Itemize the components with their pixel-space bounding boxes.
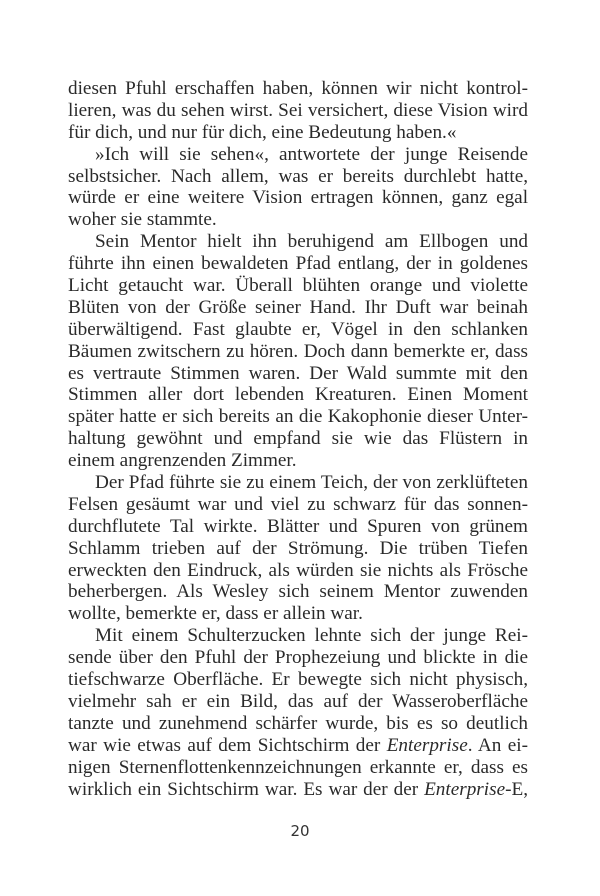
text-line: tanzte und zunehmend schärfer wurde, bis es so deutlich [68, 712, 528, 734]
text-line: führte ihn einen bewaldeten Pfad entlang, der in goldenes [68, 253, 529, 275]
text-segment: . An ei- [467, 734, 528, 756]
italic-title: Enterprise [386, 734, 468, 756]
page-number: 20 [290, 822, 310, 840]
text-line: Stimmen aller dort lebenden Kreaturen. Einen Moment [68, 384, 529, 406]
text-line: Licht getaucht war. Überall blühten orange und violette [68, 275, 528, 297]
text-line [68, 735, 528, 757]
text-line: später hatte er sich bereits an die Kakophonie dieser Unter- [68, 406, 529, 428]
text-line: es vertraute Stimmen waren. Der Wald summte mit den [68, 362, 528, 384]
text-line: Mit einem Schulterzucken lehnte sich der junge Rei- [95, 625, 528, 647]
text-line: woher sie stammte. [68, 209, 217, 231]
text-line: nigen Sternenflottenkennzeichnungen erkannte er, dass es [68, 756, 528, 778]
text-line: vielmehr sah er ein Bild, das auf der Wasseroberfläche [68, 690, 528, 712]
text-line: beherbergen. Als Wesley sich seinem Mentor zuwenden [68, 581, 529, 603]
text-line: sende über den Pfuhl der Prophezeiung und blickte in die [68, 647, 529, 669]
text-line: Sein Mentor hielt ihn beruhigend am Ellbogen und [95, 231, 529, 253]
text-line: diesen Pfuhl erschaffen haben, können wir nicht kontrol- [68, 78, 529, 99]
text-line: wollte, bemerkte er, dass er allein war. [68, 603, 363, 625]
text-line: tiefschwarze Oberfläche. Er bewegte sich nicht physisch, [68, 669, 528, 691]
text-line: Bäumen zwitschern zu hören. Doch dann bemerkte er, dass [68, 340, 529, 362]
text-line: selbstsicher. Nach allem, was er bereits durchlebt hatte, [68, 165, 529, 187]
text-line: Schlamm trieben auf der Strömung. Die trüben Tiefen [68, 537, 529, 559]
text-line: für dich, und nur für dich, eine Bedeutung haben.« [68, 121, 457, 143]
text-line: haltung gewöhnt und empfand sie wie das Flüstern in [68, 428, 529, 450]
italic-title: Enterprise [424, 778, 506, 800]
text-segment: wirklich ein Sichtschirm war. Es war der der [68, 778, 425, 800]
text-line: einem angrenzenden Zimmer. [68, 450, 297, 472]
text-line [68, 779, 528, 801]
text-line: würde er eine weitere Vision ertragen können, ganz egal [68, 187, 529, 209]
text-line: durchflutete Tal wirkte. Blätter und Spuren von grünem [68, 515, 528, 537]
book-page-text [68, 78, 528, 800]
text-line: überwältigend. Fast glaubte er, Vögel in den schlanken [68, 318, 528, 340]
text-line: Blüten von der Größe seiner Hand. Ihr Duft war beinah [68, 296, 529, 318]
text-line: erweckten den Eindruck, als würden sie nichts als Frösche [68, 559, 529, 581]
text-line: lieren, was du sehen wirst. Sei versichert, diese Vision wird [68, 99, 529, 121]
text-line: »Ich will sie sehen«, antwortete der junge Reisende [95, 143, 529, 165]
text-line: Felsen gesäumt war und viel zu schwarz für das sonnen- [68, 493, 529, 515]
text-line: Der Pfad führte sie zu einem Teich, der von zerklüfteten [95, 472, 528, 494]
text-segment: -E, [505, 778, 529, 800]
text-segment: war wie etwas auf dem Sichtschirm der [68, 734, 387, 756]
